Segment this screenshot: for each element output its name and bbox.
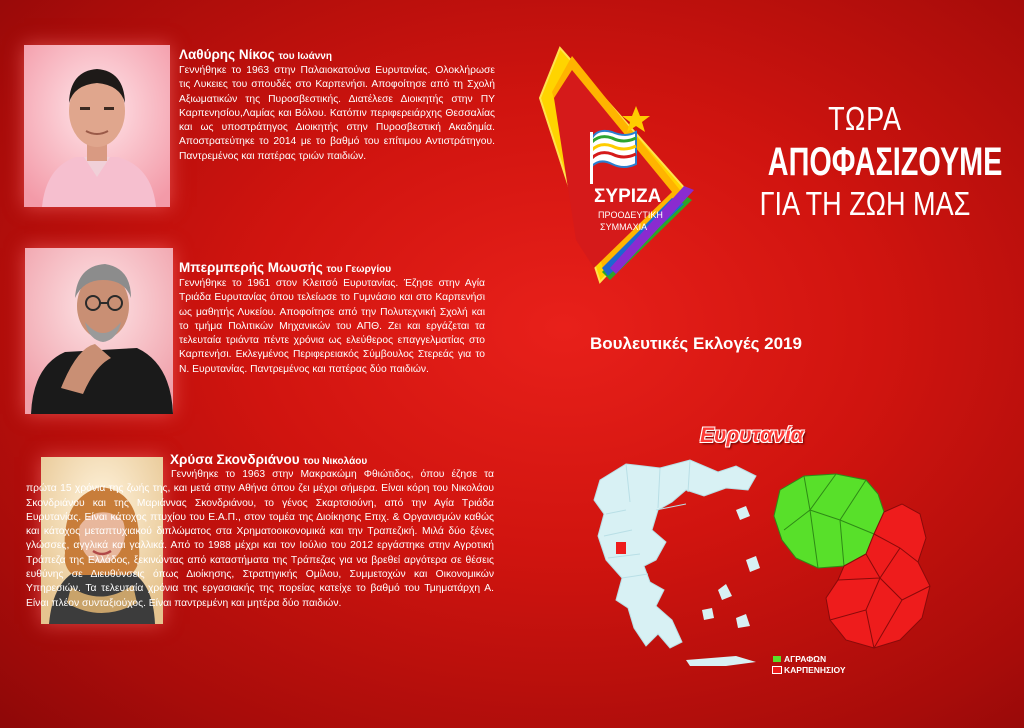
evrytania-map [770, 470, 940, 660]
greece-map [586, 450, 776, 670]
map-legend [773, 653, 846, 675]
legend-item-karpenisi [773, 664, 846, 675]
legend-swatch-red [773, 667, 781, 673]
bio-text: Γεννήθηκε το 1963 στην Μακρακώμη Φθιώτιδος, όπου έζησε τα πρώτα 15 χρόνια της ζωής της, και μετά στην Αθήνα όπου ζει μέχρι σήμερα. Είναι κόρη του Νικολάου Σκονδριάνου και της Μαριάννας Σκονδριάνου, το γένος Σκαρτσιούνη, από την Αγία Τριάδα Ευρυτανίας. Είναι κάτοχος πτυχίου του Ε.Α.Π., στον τομέα της Διοίκησης Επιχ. & Οργανισμών καθώς και κάτοχος μεταπτυχιακού διπλώματος στα Χρηματοοικονομικά και την Τραπεζική. Μιλά δύο ξένες γλώσσες, αγγλικά και γαλλικά. Από το 1988 μέχρι και τον Ιούλιο του 2012 εργάστηκε στην Αγροτική Τράπεζα της Ελλάδος, ξεκινώντας από καταστήματα της Τράπεζας για να βρεθεί αργότερα σε θέσεις ευθύνης σε Διευθύνσεις όπως Διοίκησης, Στρατηγικής Ομίλου, Συμμετοχών και Οικονομικών Υπηρεσιών. Τα τελευταία χρόνια της εργασιακής της πορείας κατείχε το βαθμό του Τμηματάρχη Α. Είναι πλέον συνταξιούχος. Είναι παντρεμένη και μητέρα δύο παιδιών. [26, 469, 494, 609]
bio-text: Γεννήθηκε το 1961 στον Κλειτσό Ευρυτανίας. Έζησε στην Αγία Τριάδα Ευρυτανίας όπου τελείωσε το Γυμνάσιο και στο Καρπενήσι ως μαθητής Λυκείου. Αποφοίτησε από την Πολυτεχνική Σχολή και το τμήμα Πολιτικών Μηχανικών του ΑΠΘ. Ζει και εργάζεται τα τελευταία τριάντα πέντε χρόνια ως ελεύθερος επαγγελματίας στο Καρπενήσι. Εκλεγμένος Περιφερειακός Σύμβουλος Στερεάς για το Ν. Ευρυτανίας. Παντρεμένος και πατέρας δύο παιδιών. [179, 278, 485, 375]
legend-label: ΑΓΡΑΦΩΝ [784, 653, 827, 664]
legend-item-agrafa [773, 653, 846, 664]
logo-subtitle-2: ΣΥΜΜΑΧΙΑ [600, 222, 648, 232]
candidate-photo-bermperis [25, 248, 173, 414]
candidate-name: Λαθύρης Νίκος [179, 47, 275, 62]
candidate-father: του Νικολάου [303, 456, 368, 467]
elections-title: Βουλευτικές Εκλογές 2019 [590, 334, 802, 353]
candidate-bio-skondrianou [26, 468, 494, 611]
legend-swatch-green [773, 656, 781, 662]
region-title: Ευρυτανία [700, 424, 804, 447]
party-logo [532, 40, 702, 290]
candidate-father: του Γεωργίου [326, 264, 392, 275]
logo-subtitle-1: ΠΡΟΟΔΕΥΤΙΚΗ [598, 210, 663, 220]
slogan [730, 100, 1003, 223]
candidate-bio-lathyris [179, 64, 495, 164]
slogan-line-2: ΑΠΟΦΑΣΙΖΟΥΜΕ [767, 140, 1003, 184]
logo-party-name: ΣΥΡΙΖΑ [594, 186, 662, 207]
candidate-name: Μπερμπερής Μωυσής [179, 260, 323, 275]
bio-text: Γεννήθηκε το 1963 στην Παλαιοκατούνα Ευρυτανίας. Ολοκλήρωσε τις Λυκειες του σπουδές στο Καρπενήσι. Αποφοίτησε από τη Σχολή Αξιωματικών της Πυροσβεστικής. Διατέλεσε Διοικητής στην ΠΥ Καρπενησίου,Λαμίας και Βόλου. Κατόπιν περιφερειάρχης Θεσσαλίας και ως υποστράτηγος Διοικητής στην Πυροσβεστική Ακαδημία. Αποστρατεύτηκε το 2014 με το βαθμό του επίτιμου Αντιστράτηγου. Παντρεμένος και πατέρας τριών παιδιών. [179, 65, 495, 162]
slogan-line-3: ΓΙΑ ΤΗ ΖΩΗ ΜΑΣ [759, 185, 971, 222]
candidate-name-bermperis [179, 260, 391, 275]
candidate-name: Χρύσα Σκονδριάνου [170, 452, 300, 467]
legend-label: ΚΑΡΠΕΝΗΣΙΟΥ [784, 664, 846, 675]
slogan-line-1: ΤΩΡΑ [828, 100, 902, 137]
candidate-name-skondrianou [170, 452, 367, 467]
candidate-photo-lathyris [24, 45, 170, 207]
candidate-father: του Ιωάννη [278, 51, 332, 62]
candidate-bio-bermperis [179, 277, 485, 377]
candidate-name-lathyris [179, 47, 332, 62]
